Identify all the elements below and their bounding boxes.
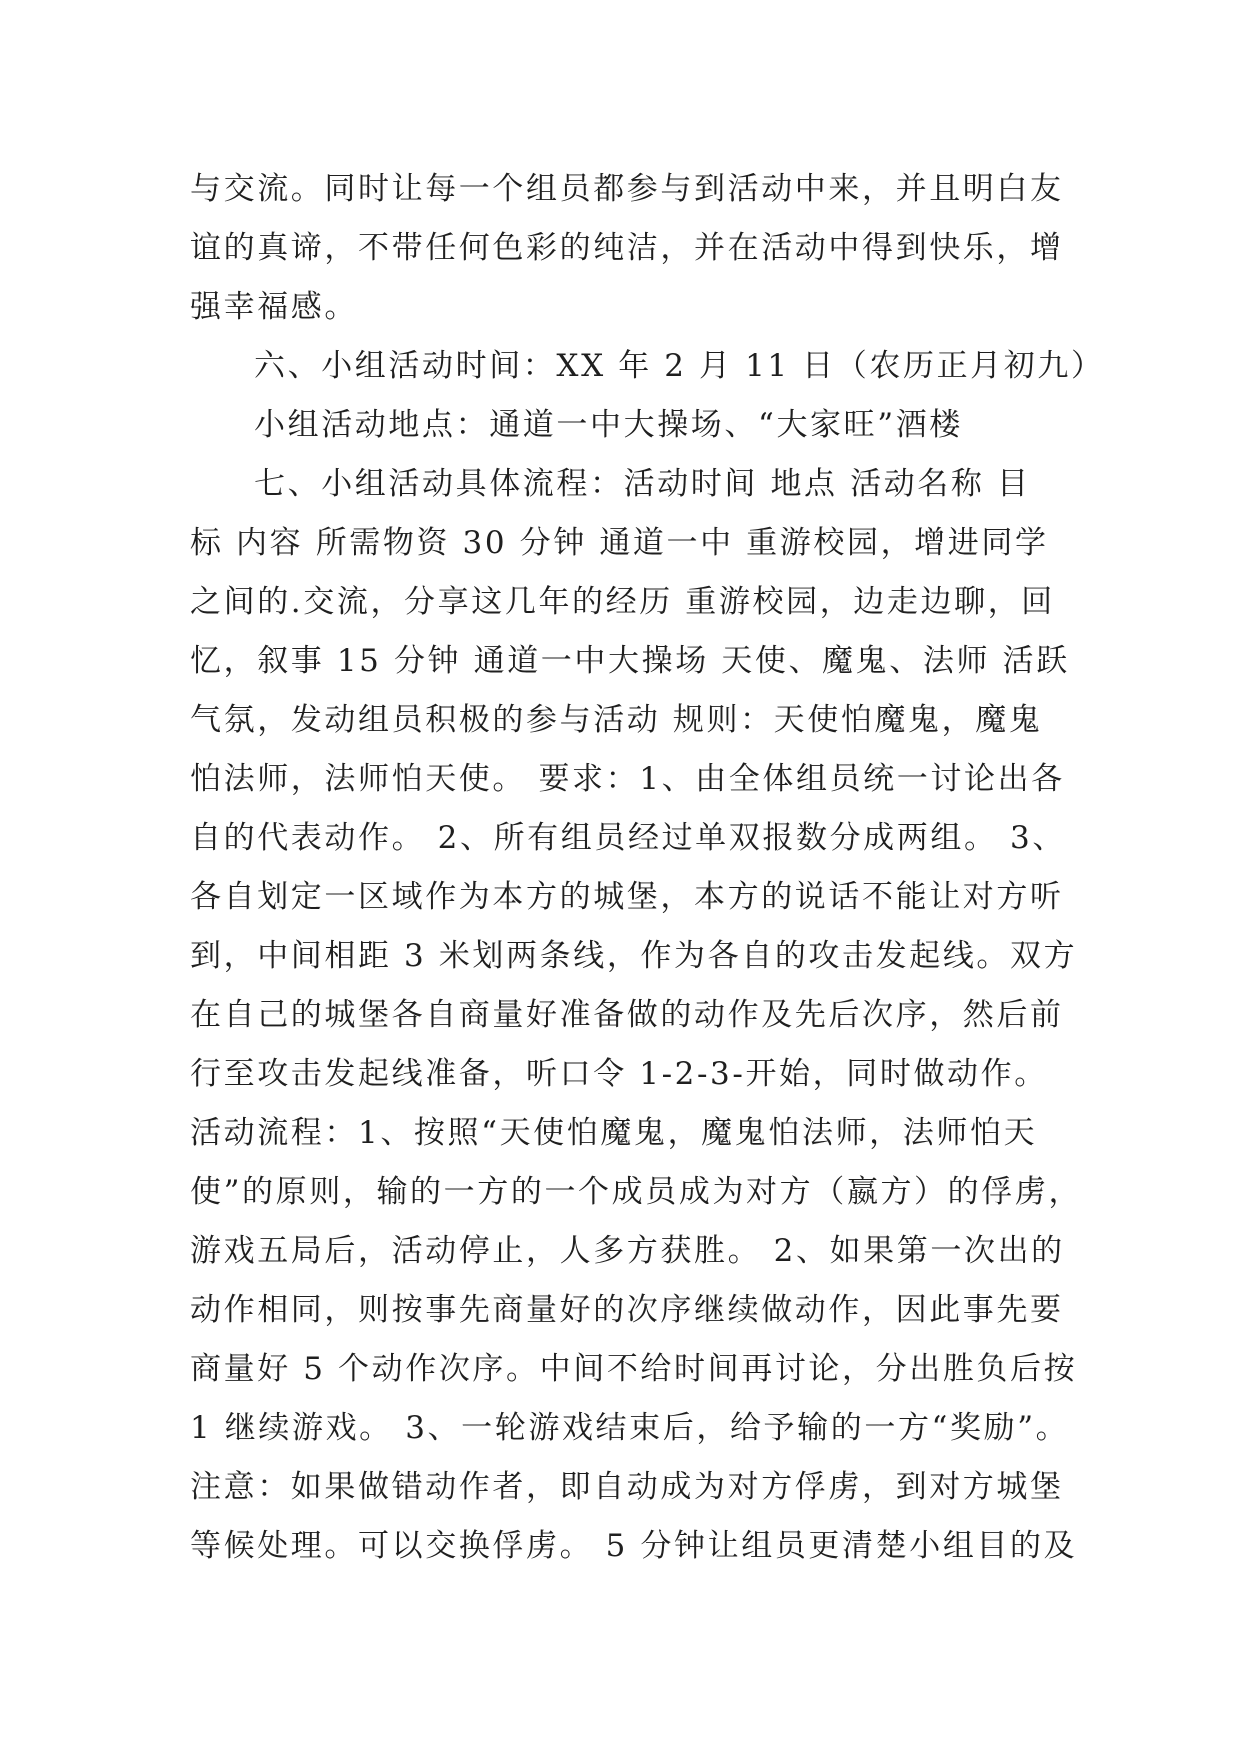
- paragraph-line: 各自划定一区域作为本方的城堡，本方的说话不能让对方听: [190, 879, 1064, 915]
- paragraph-line: 怕法师，法师怕天使。 要求：1、由全体组员统一讨论出各: [190, 761, 1065, 797]
- paragraph-line: 强幸福感。: [190, 289, 358, 325]
- paragraph-line: 之间的.交流，分享这几年的经历 重游校园，边走边聊，回: [190, 584, 1055, 620]
- paragraph-line: 游戏五局后，活动停止，人多方获胜。 2、如果第一次出的: [190, 1233, 1065, 1269]
- activity-location-line: 小组活动地点：通道一中大操场、“大家旺”酒楼: [254, 407, 963, 443]
- paragraph-line: 谊的真谛，不带任何色彩的纯洁，并在活动中得到快乐，增: [190, 230, 1064, 266]
- paragraph-line: 动作相同，则按事先商量好的次序继续做动作，因此事先要: [190, 1292, 1064, 1328]
- paragraph-line: 1 继续游戏。 3、一轮游戏结束后，给予输的一方“奖励”。: [190, 1410, 1070, 1446]
- paragraph-line: 等候处理。可以交换俘虏。 5 分钟让组员更清楚小组目的及: [190, 1528, 1078, 1564]
- activity-time-line: 六、小组活动时间：XX 年 2 月 11 日（农历正月初九）: [254, 348, 1105, 384]
- paragraph-line: 自的代表动作。 2、所有组员经过单双报数分成两组。 3、: [190, 820, 1066, 856]
- paragraph-line: 使”的原则，输的一方的一个成员成为对方（嬴方）的俘虏，: [190, 1174, 1083, 1210]
- paragraph-line: 忆，叙事 15 分钟 通道一中大操场 天使、魔鬼、法师 活跃: [190, 643, 1070, 679]
- body-text: [190, 160, 1105, 1576]
- paragraph-line: 标 内容 所需物资 30 分钟 通道一中 重游校园，增进同学: [190, 525, 1049, 561]
- paragraph-line: 气氛，发动组员积极的参与活动 规则：天使怕魔鬼，魔鬼: [190, 702, 1043, 738]
- paragraph-line: 行至攻击发起线准备，听口令 1-2-3-开始，同时做动作。: [190, 1056, 1048, 1092]
- paragraph-line: 在自己的城堡各自商量好准备做的动作及先后次序，然后前: [190, 997, 1064, 1033]
- paragraph-line: 到，中间相距 3 米划两条线，作为各自的攻击发起线。双方: [190, 938, 1078, 974]
- paragraph-line: 与交流。同时让每一个组员都参与到活动中来，并且明白友: [190, 171, 1064, 207]
- paragraph-line: 活动流程：1、按照“天使怕魔鬼，魔鬼怕法师，法师怕天: [190, 1115, 1038, 1151]
- paragraph-line: 注意：如果做错动作者，即自动成为对方俘虏，到对方城堡: [190, 1469, 1064, 1505]
- paragraph-line: 商量好 5 个动作次序。中间不给时间再讨论，分出胜负后按: [190, 1351, 1078, 1387]
- activity-flow-heading-line: 七、小组活动具体流程：活动时间 地点 活动名称 目: [254, 466, 1031, 502]
